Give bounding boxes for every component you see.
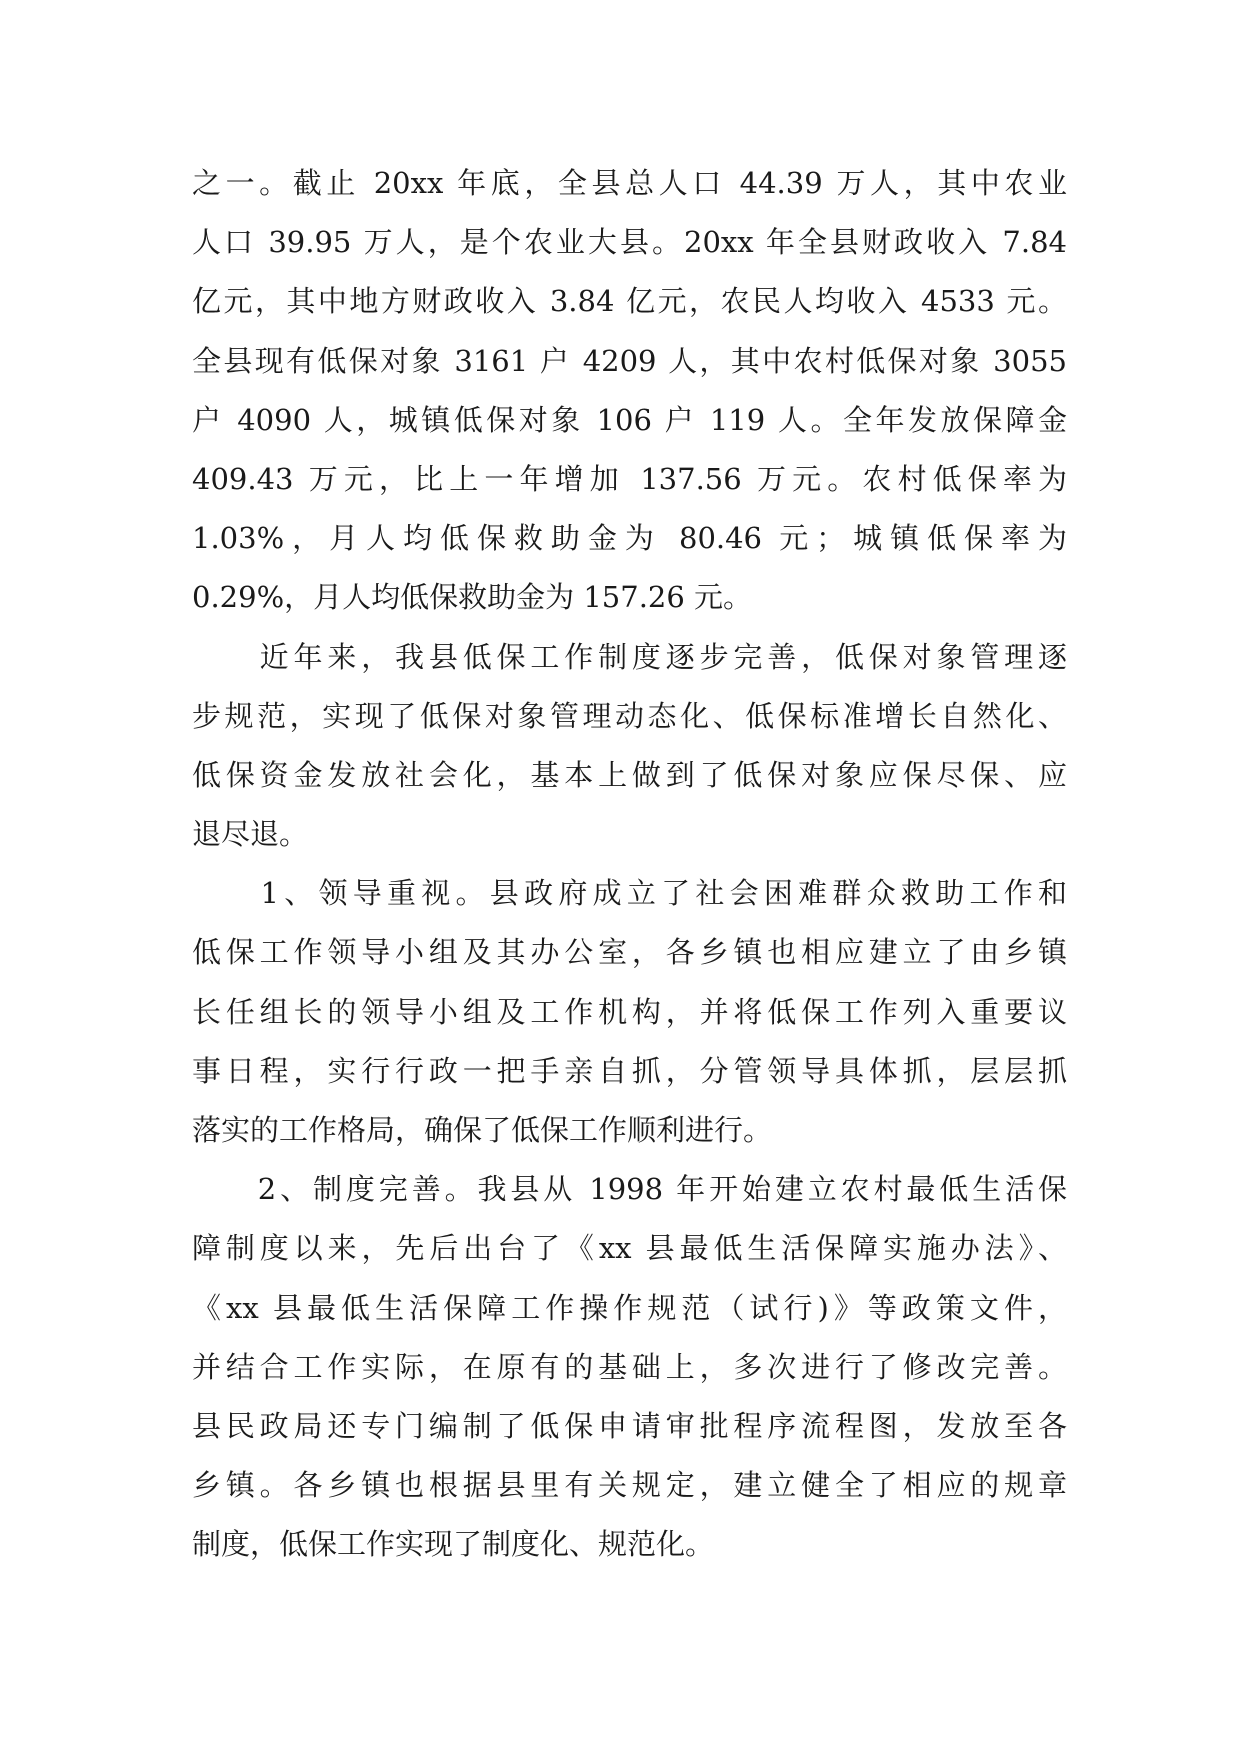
text-line: 障制度以来，先后出台了《xx 县最低生活保障实施办法》、 [192, 1231, 1067, 1266]
paragraph-recent-years [192, 628, 1067, 865]
paragraph-system [192, 1160, 1067, 1574]
text-line: 近年来，我县低保工作制度逐步完善，低保对象管理逐 [192, 639, 1067, 674]
text-line: 0.29%，月人均低保救助金为 157.26 元。 [192, 580, 753, 615]
text-line: 县民政局还专门编制了低保申请审批程序流程图，发放至各 [192, 1408, 1067, 1443]
text-line: 并结合工作实际，在原有的基础上，多次进行了修改完善。 [192, 1349, 1067, 1384]
text-line: 全县现有低保对象 3161 户 4209 人，其中农村低保对象 3055 [192, 343, 1067, 378]
text-line: 制度，低保工作实现了制度化、规范化。 [192, 1527, 715, 1562]
text-line: 事日程，实行行政一把手亲自抓，分管领导具体抓，层层抓 [192, 1053, 1067, 1088]
text-line: 人口 39.95 万人，是个农业大县。20xx 年全县财政收入 7.84 [192, 225, 1067, 260]
text-line: 低保工作领导小组及其办公室，各乡镇也相应建立了由乡镇 [192, 935, 1067, 970]
text-line: 退尽退。 [192, 817, 309, 852]
text-line: 1.03%，月人均低保救助金为 80.46 元；城镇低保率为 [192, 521, 1067, 556]
text-line: 409.43 万元，比上一年增加 137.56 万元。农村低保率为 [192, 461, 1067, 496]
text-line: 之一。截止 20xx 年底，全县总人口 44.39 万人，其中农业 [192, 166, 1067, 200]
text-line: 低保资金发放社会化，基本上做到了低保对象应保尽保、应 [192, 757, 1067, 792]
paragraph-leadership [192, 864, 1067, 1160]
text-line: 落实的工作格局，确保了低保工作顺利进行。 [192, 1113, 773, 1147]
text-line: 乡镇。各乡镇也根据县里有关规定，建立健全了相应的规章 [192, 1468, 1067, 1503]
text-line: 户 4090 人，城镇低保对象 106 户 119 人。全年发放保障金 [192, 402, 1067, 437]
paragraph-statistics [192, 154, 1067, 628]
text-line: 2、制度完善。我县从 1998 年开始建立农村最低生活保 [192, 1172, 1067, 1207]
text-line: 亿元，其中地方财政收入 3.84 亿元，农民人均收入 4533 元。 [192, 284, 1067, 319]
text-line: 步规范，实现了低保对象管理动态化、低保标准增长自然化、 [192, 698, 1067, 733]
text-line: 《xx 县最低生活保障工作操作规范（试行)》等政策文件， [192, 1290, 1067, 1325]
text-line: 长任组长的领导小组及工作机构，并将低保工作列入重要议 [192, 994, 1067, 1029]
document-body [192, 154, 1067, 1575]
text-line: 1、领导重视。县政府成立了社会困难群众救助工作和 [192, 876, 1067, 911]
